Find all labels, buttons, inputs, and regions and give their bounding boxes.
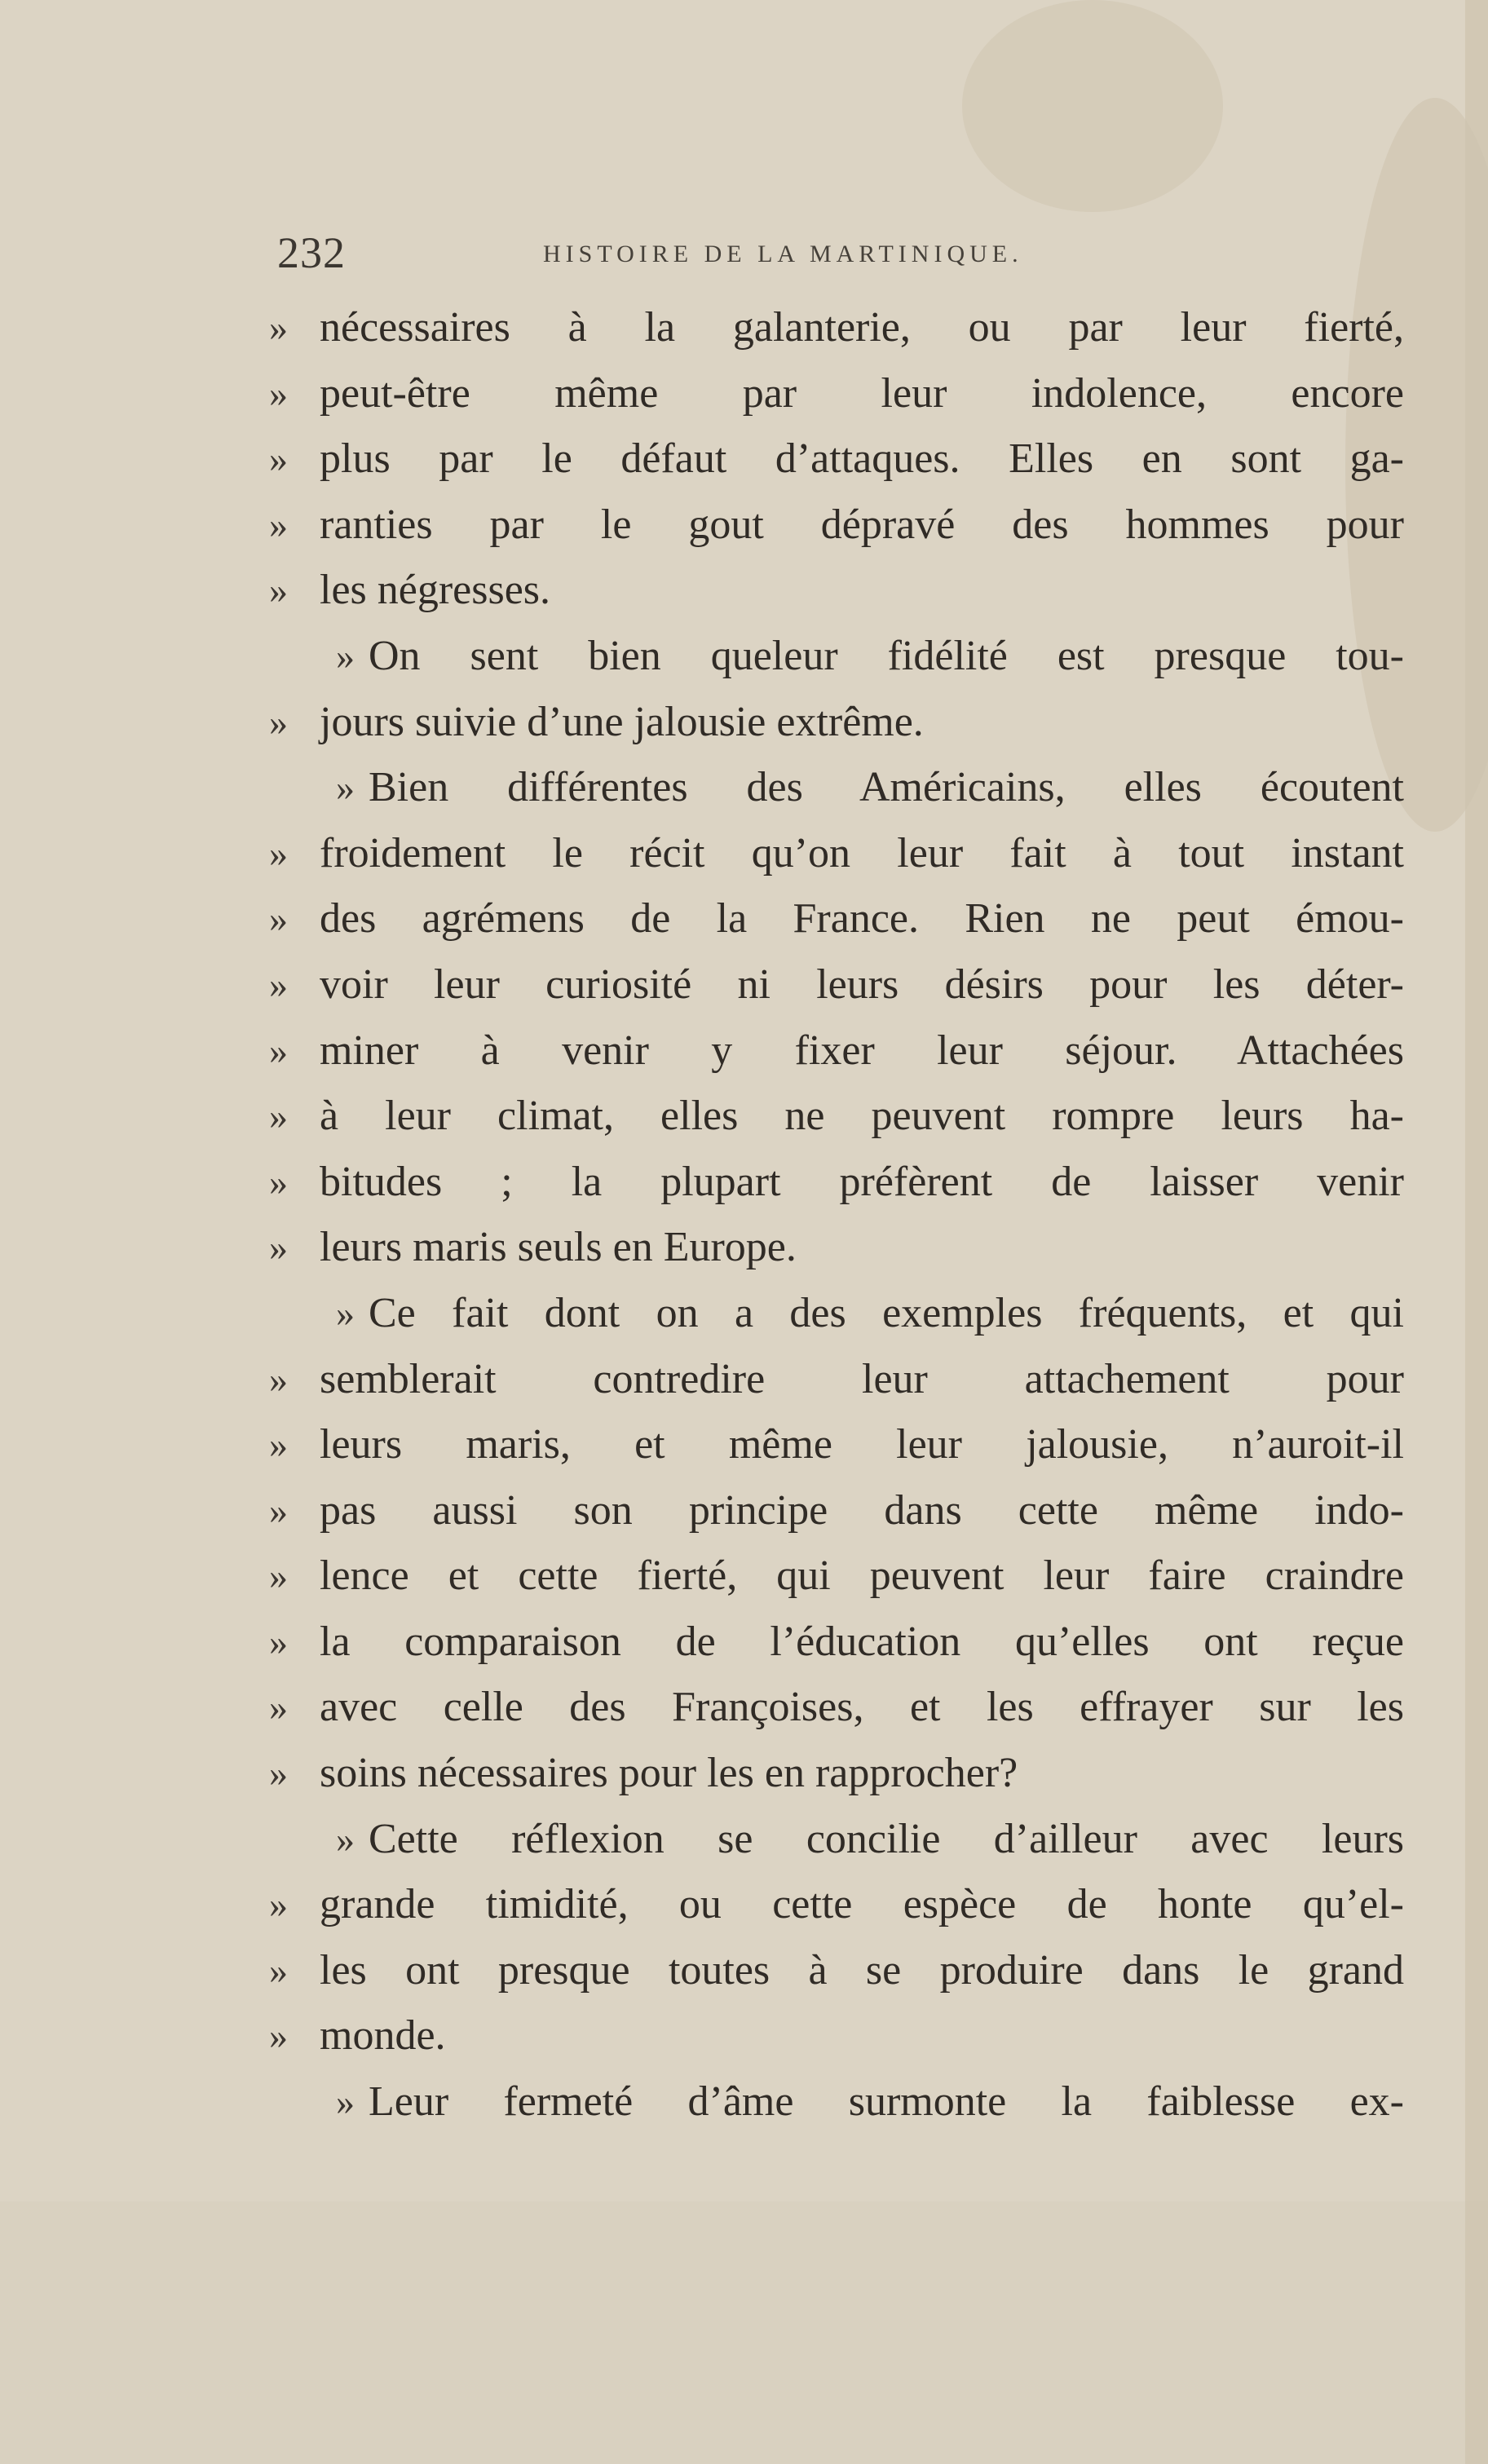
line-text: à leur climat, elles ne peuvent rompre leurs ha- <box>320 1093 1404 1140</box>
quote-mark: » <box>269 1620 288 1663</box>
line-text: bitudes ; la plupart préfèrent de laisser venir <box>320 1158 1404 1205</box>
text-line <box>269 1872 1411 1938</box>
quote-mark: » <box>336 2081 355 2123</box>
text-line <box>269 1281 1411 1347</box>
text-line <box>269 952 1411 1018</box>
page-number: 232 <box>277 228 346 277</box>
paper-stain <box>962 0 1223 212</box>
text-line <box>269 886 1411 952</box>
line-text: leurs maris, et même leur jalousie, n’auroit-il <box>320 1421 1404 1468</box>
quote-mark: » <box>336 1817 355 1860</box>
quote-mark: » <box>269 569 288 612</box>
text-line <box>269 1610 1411 1676</box>
quote-mark: » <box>269 1489 288 1531</box>
line-text: nécessaires à la galanterie, ou par leur fierté, <box>320 304 1404 351</box>
line-text: grande timidité, ou cette espèce de honte qu’el- <box>320 1881 1404 1928</box>
text-line <box>269 1675 1411 1741</box>
quote-mark: » <box>269 1424 288 1466</box>
line-text: lence et cette fierté, qui peuvent leur faire craindre <box>320 1552 1404 1600</box>
running-head <box>277 227 1419 279</box>
line-text: pas aussi son principe dans cette même indo- <box>320 1486 1404 1534</box>
quote-mark: » <box>336 1292 355 1334</box>
quote-mark: » <box>269 438 288 480</box>
text-line <box>269 361 1411 427</box>
line-text: leurs maris seuls en Europe. <box>320 1224 797 1271</box>
line-text: monde. <box>320 2012 446 2060</box>
line-text: les négresses. <box>320 567 551 614</box>
line-text: plus par le défaut d’attaques. Elles en sont ga- <box>320 435 1404 483</box>
text-line <box>269 426 1411 492</box>
line-text: jours suivie d’une jalousie extrême. <box>320 698 924 745</box>
quote-mark: » <box>269 1883 288 1926</box>
text-line <box>269 690 1411 756</box>
line-text: Bien différentes des Américains, elles écoutent <box>369 764 1404 811</box>
line-text: les ont presque toutes à se produire dans le grand <box>320 1946 1404 1994</box>
quote-mark: » <box>269 1686 288 1729</box>
text-line <box>269 1084 1411 1150</box>
text-line <box>269 1478 1411 1544</box>
line-text: Leur fermeté d’âme surmonte la faiblesse ex- <box>369 2078 1404 2126</box>
line-text: voir leur curiosité ni leurs désirs pour les déter- <box>320 960 1404 1008</box>
quote-mark: » <box>269 1226 288 1269</box>
text-line <box>269 1215 1411 1281</box>
quote-mark: » <box>269 1555 288 1597</box>
quote-mark: » <box>269 2015 288 2057</box>
line-text: Ce fait dont on a des exemples fréquents, et qui <box>369 1289 1404 1336</box>
quote-mark: » <box>269 307 288 348</box>
text-line <box>269 755 1411 821</box>
text-line <box>269 1347 1411 1413</box>
line-text: semblerait contredire leur attachement pour <box>320 1355 1404 1402</box>
quote-mark: » <box>269 1358 288 1400</box>
text-line <box>269 2003 1411 2069</box>
quote-mark: » <box>269 700 288 743</box>
text-line <box>269 2069 1411 2135</box>
quote-mark: » <box>269 503 288 545</box>
line-text: On sent bien queleur fidélité est presque tou- <box>369 632 1404 679</box>
line-text: soins nécessaires pour les en rapprocher? <box>320 1750 1018 1797</box>
quote-mark: » <box>269 832 288 874</box>
text-line <box>269 1741 1411 1807</box>
text-line <box>269 821 1411 887</box>
line-text: avec celle des Françoises, et les effrayer sur les <box>320 1684 1404 1731</box>
text-line <box>269 624 1411 690</box>
text-line <box>269 295 1411 361</box>
line-text: ranties par le gout dépravé des hommes pour <box>320 501 1404 548</box>
quote-mark: » <box>269 963 288 1005</box>
quote-mark: » <box>269 372 288 414</box>
text-line <box>269 1807 1411 1873</box>
text-line <box>269 1938 1411 2004</box>
quote-mark: » <box>269 1095 288 1137</box>
text-line <box>269 558 1411 624</box>
line-text: peut-être même par leur indolence, encore <box>320 369 1404 417</box>
line-text: froidement le récit qu’on leur fait à tout instant <box>320 829 1404 877</box>
paper-stain <box>0 2201 1488 2464</box>
text-line <box>269 492 1411 559</box>
quote-mark: » <box>269 898 288 940</box>
line-text: miner à venir y fixer leur séjour. Attachées <box>320 1027 1404 1074</box>
text-line <box>269 1412 1411 1478</box>
text-line <box>269 1543 1411 1610</box>
page-edge <box>1465 0 1488 2464</box>
line-text: Cette réflexion se concilie d’ailleur avec leurs <box>369 1815 1404 1862</box>
running-title: HISTOIRE DE LA MARTINIQUE. <box>543 241 1023 267</box>
quote-mark: » <box>336 634 355 677</box>
line-text: des agrémens de la France. Rien ne peut émou- <box>320 895 1404 943</box>
quote-mark: » <box>269 1949 288 1991</box>
line-text: la comparaison de l’éducation qu’elles ont reçue <box>320 1618 1404 1665</box>
text-line <box>269 1150 1411 1216</box>
body-text <box>269 295 1411 2135</box>
quote-mark: » <box>269 1752 288 1795</box>
quote-mark: » <box>269 1029 288 1071</box>
text-line <box>269 1018 1411 1084</box>
quote-mark: » <box>336 766 355 809</box>
quote-mark: » <box>269 1160 288 1203</box>
